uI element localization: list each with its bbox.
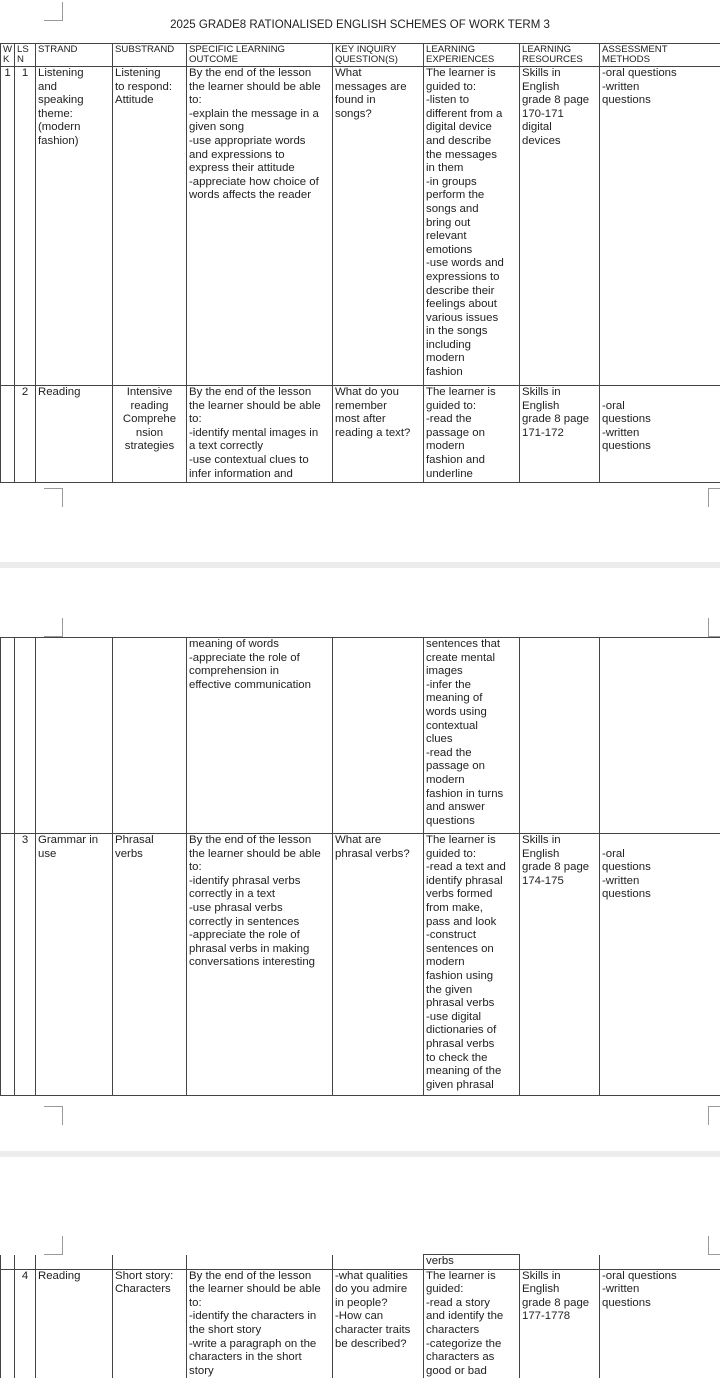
scheme-table-page-3: [0, 1254, 720, 1378]
cell-inquiry: What do you remember most after reading a text?: [333, 386, 424, 483]
cell-experiences: The learner is guided: -read a story and identify the characters -categorize the characters as good or bad: [424, 1269, 520, 1378]
header-substrand: SUBSTRAND: [113, 44, 187, 67]
cell-outcome: By the end of the lesson the learner should be able to: -identify mental images in a text correctly -use contextual clues to infer information and: [187, 386, 333, 483]
cell-resources: [520, 638, 600, 834]
cell-inquiry: [333, 638, 424, 834]
cell-substrand: Listening to respond: Attitude: [113, 67, 187, 386]
table-row: [1, 834, 720, 1096]
page-corner-mark: [44, 1236, 63, 1255]
cell-resources: Skills in English grade 8 page 171-172: [520, 386, 600, 483]
cell-inquiry: What messages are found in songs?: [333, 67, 424, 386]
table-row: [1, 67, 720, 386]
cell-assessment: [600, 1255, 720, 1270]
cell-strand: Reading: [36, 386, 113, 483]
cell-resources: Skills in English grade 8 page 174-175: [520, 834, 600, 1096]
scheme-table-page-1: [0, 43, 720, 483]
cell-outcome: [187, 1255, 333, 1270]
cell-lsn: 4: [15, 1269, 36, 1378]
page-corner-mark: [708, 488, 720, 507]
cell-experiences: The learner is guided to: -read a text and identify phrasal verbs formed from make, pass and look -construct sentences on modern fashion using the given phrasal verbs -use digital dictionaries of phrasal verbs to check the meaning of the given phrasal: [424, 834, 520, 1096]
cell-substrand: Short story: Characters: [113, 1269, 187, 1378]
cell-inquiry: What are phrasal verbs?: [333, 834, 424, 1096]
cell-wk: [1, 1269, 15, 1378]
document-page-1: [0, 0, 720, 562]
cell-substrand: [113, 1255, 187, 1270]
header-assessment: ASSESSMENT METHODS: [600, 44, 720, 67]
cell-outcome: By the end of the lesson the learner should be able to: -explain the message in a given song -use appropriate words and expressions to express their attitude -appreciate how choice of words affects the reader: [187, 67, 333, 386]
header-strand: STRAND: [36, 44, 113, 67]
cell-assessment: [600, 638, 720, 834]
cell-experiences: sentences that create mental images -infer the meaning of words using contextual clues -read the passage on modern fashion in turns and answer questions: [424, 638, 520, 834]
header-inquiry: KEY INQUIRY QUESTION(S): [333, 44, 424, 67]
cell-strand: [36, 638, 113, 834]
cell-lsn: [15, 1255, 36, 1270]
table-row: [1, 386, 720, 483]
page-corner-mark: [708, 1236, 720, 1255]
cell-strand: Reading: [36, 1269, 113, 1378]
cell-strand: [36, 1255, 113, 1270]
cell-inquiry: [333, 1255, 424, 1270]
scheme-table-page-2: [0, 637, 720, 1096]
cell-wk: [1, 638, 15, 834]
table-row: [1, 1269, 720, 1378]
cell-substrand: Phrasal verbs: [113, 834, 187, 1096]
cell-wk: 1: [1, 67, 15, 386]
page-corner-mark: [44, 618, 63, 637]
cell-assessment: -oral questions -written questions: [600, 834, 720, 1096]
cell-wk: [1, 1255, 15, 1270]
page-corner-mark: [708, 1106, 720, 1125]
document-page-2: [0, 568, 720, 1151]
cell-lsn: 2: [15, 386, 36, 483]
table-row: [1, 638, 720, 834]
cell-resources: Skills in English grade 8 page 170-171 digital devices: [520, 67, 600, 386]
header-resources: LEARNING RESOURCES: [520, 44, 600, 67]
cell-experiences: verbs: [424, 1255, 520, 1270]
cell-resources: [520, 1255, 600, 1270]
cell-outcome: By the end of the lesson the learner should be able to: -identify phrasal verbs correctly in a text -use phrasal verbs correctly in sentences -appreciate the role of phrasal verbs in making conversations interesting: [187, 834, 333, 1096]
table-header-row: [1, 44, 720, 67]
cell-assessment: -oral questions -written questions: [600, 1269, 720, 1378]
cell-strand: Listening and speaking theme: (modern fashion): [36, 67, 113, 386]
cell-assessment: -oral questions -written questions: [600, 386, 720, 483]
header-lsn: LS N: [15, 44, 36, 67]
page-corner-mark: [44, 488, 63, 507]
cell-lsn: 3: [15, 834, 36, 1096]
document-page-3: [0, 1157, 720, 1378]
cell-assessment: -oral questions -written questions: [600, 67, 720, 386]
header-experiences: LEARNING EXPERIENCES: [424, 44, 520, 67]
cell-wk: [1, 834, 15, 1096]
page-corner-mark: [708, 618, 720, 637]
cell-inquiry: -what qualities do you admire in people? -How can character traits be described?: [333, 1269, 424, 1378]
cell-substrand: [113, 638, 187, 834]
cell-experiences: The learner is guided to: -listen to different from a digital device and describe the messages in them -in groups perform the songs and bring out relevant emotions -use words and expressions to describe their feelings about various issues in the songs including modern fashion: [424, 67, 520, 386]
cell-outcome: By the end of the lesson the learner should be able to: -identify the characters in the short story -write a paragraph on the characters in the short story: [187, 1269, 333, 1378]
cell-wk: [1, 386, 15, 483]
cell-resources: Skills in English grade 8 page 177-1778: [520, 1269, 600, 1378]
table-row: [1, 1255, 720, 1270]
document-title: 2025 GRADE8 RATIONALISED ENGLISH SCHEMES OF WORK TERM 3: [170, 19, 550, 31]
cell-strand: Grammar in use: [36, 834, 113, 1096]
cell-lsn: [15, 638, 36, 834]
page-corner-mark: [44, 1106, 63, 1125]
cell-experiences: The learner is guided to: -read the passage on modern fashion and underline: [424, 386, 520, 483]
header-outcome: SPECIFIC LEARNING OUTCOME: [187, 44, 333, 67]
cell-substrand: Intensive reading Comprehe nsion strategies: [113, 386, 187, 483]
header-wk: WK: [1, 44, 15, 67]
cell-lsn: 1: [15, 67, 36, 386]
cell-outcome: meaning of words -appreciate the role of comprehension in effective communication: [187, 638, 333, 834]
